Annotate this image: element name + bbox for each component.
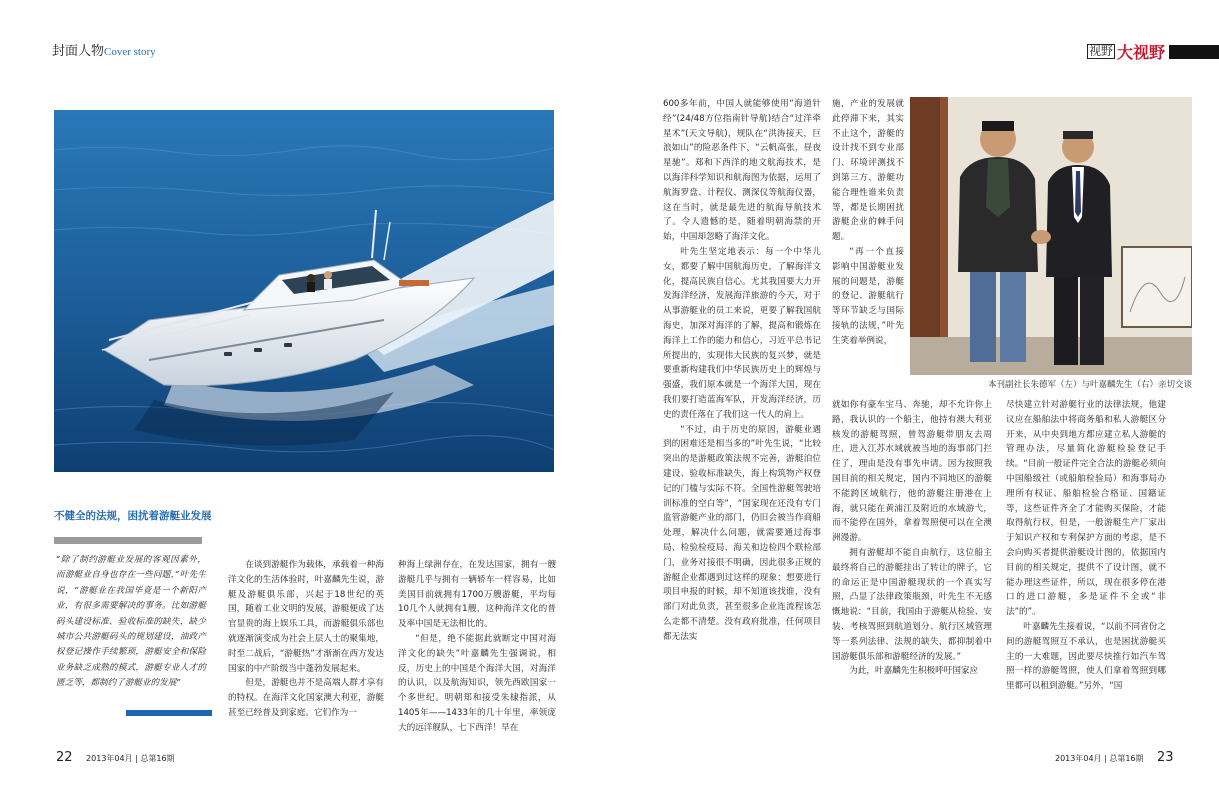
pull-quote: “除了制约游艇业发展的客观因素外，而游艇业自身也存在一些问题，”叶先生说，“游艇业在我国毕竟是一个新阳产业，有很多需要解决的事务。比如游艇码头建设标准、验收标准的缺失，缺少城市公共游艇码头的规划建设，油政产权登记操作手续繁琐，游艇安全和保险业务缺乏成熟的模式，游艇专业人才的匮乏等，都制约了游艇业的发展” — [56, 555, 206, 689]
footer-left — [56, 750, 175, 765]
paragraph: 种海上绿洲存在，在发达国家，拥有一艘游艇几乎与拥有一辆轿车一样容易，比如美国目前就拥有1700万艘游艇，平均每10几个人就拥有1艘，这种海洋文化的普及率中国是无法相比的。 — [398, 560, 556, 630]
yacht-photo — [54, 110, 554, 472]
section-label-cn: 封面人物 — [52, 44, 105, 59]
header-black-bar — [1169, 45, 1219, 59]
paragraph: 但是，游艇也并不是高端人群才享有的特权。在海洋文化国家澳大利亚，游艇甚至已经普及到家庭。它们作为一 — [228, 678, 384, 718]
photo-caption: 本刊副社长朱德军（左）与叶嘉麟先生（右）亲切交谈 — [987, 380, 1192, 390]
paragraph: 就如你有豪车宝马、奔驰，却不允许你上路，我认识的一个船主，他持有澳大利亚核发的游艇驾照，曾驾游艇带朋友去周庄，进入江苏水域就被当地的海事部门拦住了，理由是没有事先申请。因为按照我国目前的相关规定，国内不同地区的游艇不能跨区域航行，他的游艇注册港在上海，就只能在黄浦江及附近的水域游弋，而不能停在国外，拿着驾照便可以在全澳洲漫游。 — [832, 400, 992, 544]
paragraph: 叶先生坚定地表示：每一个中华儿女，都要了解中国航海历史，了解海洋文化，提高民族自信心。尤其我国要大力开发海洋经济，发展海洋旅游的今天，对于从事游艇业的员工来说，更要了解我国航海史，加深对海洋的了解，提高和锻炼在海洋上工作的能力和信心，习近平总书记所提出的，实现伟大民族的复兴梦，就是要重新构建我们中华民族历史上的辉煌与强盛，我们原本就是一个海洋大国，现在我们要打造蓝海军队，开发海洋经济，历史的责任落在了我们这一代人的肩上。 — [663, 246, 821, 420]
article-column-5 — [1006, 398, 1166, 694]
paragraph: 为此，叶嘉麟先生积极呼吁国家应 — [849, 666, 979, 677]
section-label-en: Cover story — [104, 46, 156, 58]
paragraph: 在谈到游艇作为载体，承载着一种海洋文化的生活体验时，叶嘉麟先生说，游艇及游艇俱乐部，兴起于18世纪的英国，随着工业文明的发展，游艇便成了达官显贵的海上娱乐工具，而游艇俱乐部也就逐渐演变成为社会上层人士的聚集地，时至二战后，“游艇热”才渐渐在西方发达国家的中产阶级当中蓬勃发展起来。 — [228, 560, 384, 674]
paragraph: “但是，绝不能据此就断定中国对海洋文化的缺失”叶嘉麟先生强调说，相反，历史上的中国是个海洋大国，对海洋的认识，以及航海知识，领先西欧国家一个多世纪。明朝郑和接受朱棣指派，从1405年——1433年的几十年里，率领庞大的远洋舰队，七下西洋！早在 — [398, 633, 556, 733]
paragraph: 施，产业的发展就此停滞下来，其实不止这个，游艇的设计找不到专业部门、环境评测找不到第三方、游艇功能合理性谁来负责等，都是长期困扰游艇企业的棘手问题。 — [832, 99, 904, 243]
article-column-4-upper — [832, 97, 904, 349]
article-column-4-lower — [832, 398, 992, 679]
section-header-right — [1087, 40, 1219, 63]
paragraph: 拥有游艇却不能自由航行，这位船主最终将自己的游艇挂出了转让的牌子，它的命运正是中国游艇现状的一个真实写照，凸显了法律政策瓶颈，叶先生不无感慨地说：“目前，我国由于游艇从检验、安装、考核驾照到航道划分、航行区域管理等一系列法律、法规的缺失，都抑制着中国游艇俱乐部和游艇经济的发展。” — [832, 547, 992, 662]
paragraph: “再一个直接影响中国游艇业发展的问题是，游艇的登记、游艇航行等环节缺乏与国际接轨的法规，”叶先生笑着举例说， — [832, 246, 904, 346]
paragraph: “不过，由于历史的原因，游艇业遇到的困难还是相当多的”叶先生说，“比较突出的是游艇政策法规不完善，游艇泊位建设、验收标准缺失，海上构筑物产权登记的门槛与实际不符。全国性游艇驾驶培训标准的空白等”，“国家现在还没有专门监管游艇产业的部门，仍旧会被当作商船处理，解决什么问题，就需要通过海事局、检验检疫局、海关和边检四个联检部门，业务对接很不明确，因此很多正规的游艇企业都遇到过这样的现象：想要进行项目申报的时候，却不知道该找谁，没有部门对此负责，甚至很多企业连流程该怎么走都不清楚。没有政府批准，任何项目都无法实 — [663, 424, 821, 642]
paragraph: 尽快建立针对游艇行业的法律法规，他建议应在船舶法中将商务船和私人游艇区分开来，从中央到地方都应建立私人游艇的管理办法，尽量简化游艇检验登记手续。“目前一般证件完全合法的游艇必须向中国船级社（或船舶检验局）和海事局办理所有权证、船舶检验合格证、国籍证等，这些证件齐全了才能购买保险，才能取得航行权，但是，一般游艇生产厂家出于知识产权和专利保护方面的考虑，是不会向购买者提供游艇设计图的，依据国内目前的相关规定，提供不了设计图，就不能办理这些证件，所以，现在很多停在港口的进口游艇，多是证件不全或“非法”的”。 — [1006, 400, 1166, 618]
quote-top-bar — [54, 537, 202, 544]
paragraph: 叶嘉麟先生接着说，“以前不同省份之间的游艇驾照互不承认，也是困扰游艇买主的一大难题，因此要尽快推行如汽车驾照一样的游艇驾照，使人们拿着驾照到哪里都可以租到游艇。”另外，“国 — [1006, 621, 1166, 692]
quote-bottom-bar — [126, 710, 212, 716]
magazine-tag: 视野 — [1088, 44, 1113, 58]
page-number-right: 23 — [1157, 750, 1174, 765]
page-number-left: 22 — [56, 750, 73, 765]
section-subtitle: 不健全的法规，困扰着游艇业发展 — [54, 510, 212, 522]
magazine-name: 大视野 — [1116, 43, 1165, 62]
article-column-3 — [663, 97, 821, 644]
footer-right — [1055, 750, 1174, 765]
section-header-left — [52, 40, 156, 59]
handshake-photo — [910, 97, 1192, 375]
article-column-1 — [228, 558, 384, 721]
article-column-2 — [398, 558, 556, 736]
issue-info-left: 2013年04月 | 总第16期 — [86, 754, 175, 763]
paragraph: 600多年前，中国人就能够使用“海道针经”(24/48方位指南针导航)结合“过洋牵星术”(天文导航)，规队在“洪涛接天，巨浪如山”的险恶条件下，“云帆高张，昼夜星驰”。郑和下西洋的地文航海技术，是以海洋科学知识和航海图为依据，运用了航海罗盘、计程仪、测深仪等航海仪器，这在当时，就是最先进的航海导航技术了。令人遗憾的是，随着明朝海禁的开始，中国却忽略了海洋文化。 — [663, 99, 821, 243]
issue-info-right: 2013年04月 | 总第16期 — [1055, 754, 1144, 763]
